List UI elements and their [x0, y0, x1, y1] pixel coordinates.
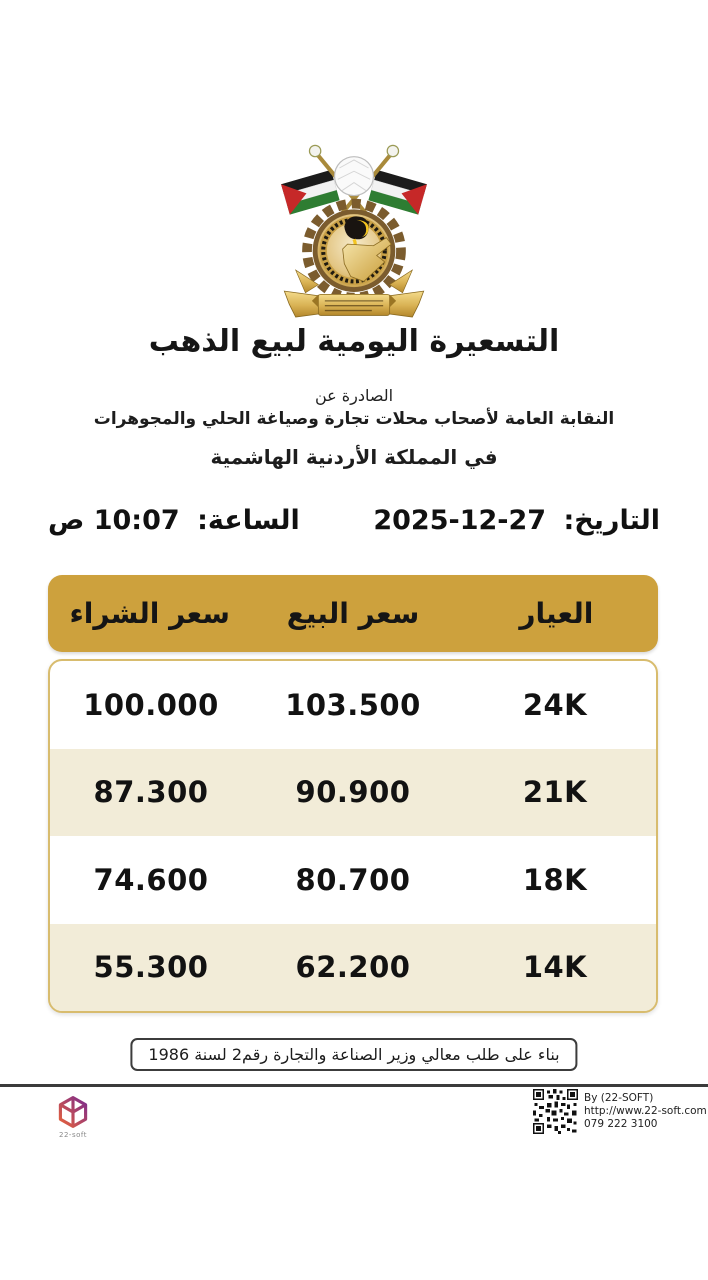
karat-value: 21K	[522, 775, 588, 810]
legal-note: بناء على طلب معالي وزير الصناعة والتجارة رقم2 لسنة 1986	[130, 1038, 577, 1071]
column-sell-price: سعر البيع	[286, 597, 420, 630]
date-label: التاريخ:	[563, 505, 660, 536]
price-table-body	[48, 659, 658, 1013]
date-time-line	[0, 505, 708, 536]
country-line: في المملكة الأردنية الهاشمية	[210, 445, 498, 469]
vendor-credit-line: By (22-SOFT)	[584, 1092, 654, 1104]
buy-price-value: 100.000	[83, 687, 219, 722]
buy-price-value: 87.300	[93, 775, 209, 810]
table-row-21k	[50, 749, 656, 837]
time-field	[48, 505, 300, 536]
emblem-graphic	[273, 142, 435, 322]
mace-tip-left	[309, 145, 320, 156]
column-buy-price: سعر الشراء	[69, 597, 230, 630]
vendor-website: http://www.22-soft.com	[584, 1105, 707, 1117]
date-field	[373, 505, 660, 536]
karat-value: 18K	[522, 862, 588, 897]
time-value: 10:07 ص	[48, 505, 180, 536]
cube-logo-icon	[55, 1094, 91, 1130]
table-row-18k	[50, 836, 656, 924]
sell-price-value: 103.500	[285, 687, 421, 722]
mace-tip-right	[387, 145, 398, 156]
buy-price-value: 74.600	[93, 862, 209, 897]
sell-price-value: 80.700	[295, 862, 411, 897]
karat-value: 14K	[522, 950, 588, 985]
vendor-phone: 079 222 3100	[584, 1118, 658, 1130]
time-label: الساعة:	[197, 505, 300, 536]
syndicate-name-line: النقابة العامة لأصحاب محلات تجارة وصياغة الحلي والمجوهرات	[93, 409, 615, 429]
banner-ribbon	[284, 291, 423, 317]
pearl-globe	[335, 157, 374, 196]
column-karat: العيار	[519, 597, 594, 630]
vendor-credit-block	[533, 1089, 707, 1134]
table-row-24k	[50, 661, 656, 749]
vendor-contact-text	[584, 1089, 707, 1131]
qr-code	[533, 1089, 578, 1134]
buy-price-value: 55.300	[93, 950, 209, 985]
page-title: التسعيرة اليومية لبيع الذهب	[148, 324, 560, 359]
jordan-flag-right	[368, 170, 427, 215]
sell-price-value: 62.200	[295, 950, 411, 985]
date-value: 27-12-2025	[373, 505, 547, 536]
karat-value: 24K	[522, 687, 588, 722]
issued-by-line: الصادرة عن	[314, 386, 394, 405]
table-row-14k	[50, 924, 656, 1012]
sell-price-value: 90.900	[295, 775, 411, 810]
footer-divider	[0, 1084, 708, 1087]
vendor-brand-text: 22-soft	[59, 1131, 87, 1139]
vendor-logo-block	[55, 1094, 91, 1139]
syndicate-emblem-logo	[273, 142, 435, 326]
price-table-header	[48, 575, 658, 652]
